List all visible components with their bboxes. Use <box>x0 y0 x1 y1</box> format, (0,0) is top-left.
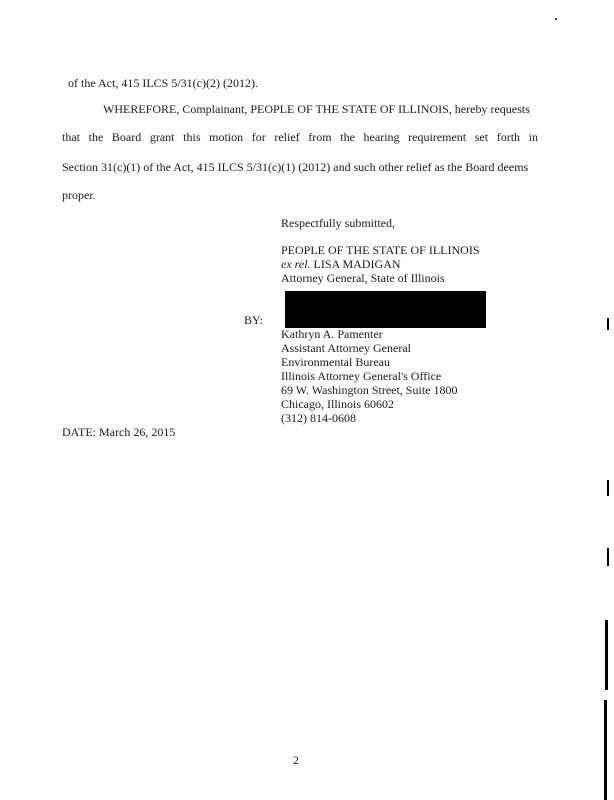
page-number: 2 <box>293 753 299 767</box>
signer-bureau: Environmental Bureau <box>281 355 390 369</box>
signer-name: Kathryn A. Pamenter <box>281 327 383 341</box>
closing-text: Respectfully submitted, <box>281 216 395 230</box>
signer-city: Chicago, Illinois 60602 <box>281 397 394 411</box>
scan-edge-mark <box>607 480 609 496</box>
signature-redaction <box>285 291 486 328</box>
attorney-general-name: LISA MADIGAN <box>313 257 401 271</box>
attorney-general-title: Attorney General, State of Illinois <box>281 271 445 285</box>
wherefore-line-2 <box>62 130 538 144</box>
attorney-general-line <box>281 257 401 271</box>
ex-rel-text: ex rel. <box>281 257 311 271</box>
scan-edge-mark <box>607 548 609 566</box>
wherefore-line-1: WHEREFORE, Complainant, PEOPLE OF THE STATE OF ILLINOIS, hereby requests <box>103 102 530 116</box>
date-value: March 26, 2015 <box>99 425 176 439</box>
continuation-line: of the Act, 415 ILCS 5/31(c)(2) (2012). <box>68 76 258 90</box>
signer-street: 69 W. Washington Street, Suite 1800 <box>281 383 458 397</box>
scan-edge-mark <box>605 620 608 690</box>
scan-edge-mark <box>607 318 609 330</box>
scan-speck <box>555 18 557 20</box>
by-label: BY: <box>244 313 263 327</box>
date-label: DATE: <box>62 425 96 439</box>
wherefore-line-3: Section 31(c)(1) of the Act, 415 ILCS 5/31(c)(1) (2012) and such other relief as the Board deems <box>62 160 529 174</box>
signer-title: Assistant Attorney General <box>281 341 411 355</box>
wherefore-line-4: proper. <box>62 188 96 202</box>
signer-phone: (312) 814-0608 <box>281 411 356 425</box>
signer-office: Illinois Attorney General's Office <box>281 369 442 383</box>
scan-edge-mark <box>604 700 607 800</box>
wherefore-line-2-text: that the Board grant this motion for relief from the hearing requirement set forth in <box>62 130 538 144</box>
date-line <box>62 425 175 439</box>
party-name: PEOPLE OF THE STATE OF ILLINOIS <box>281 243 480 257</box>
